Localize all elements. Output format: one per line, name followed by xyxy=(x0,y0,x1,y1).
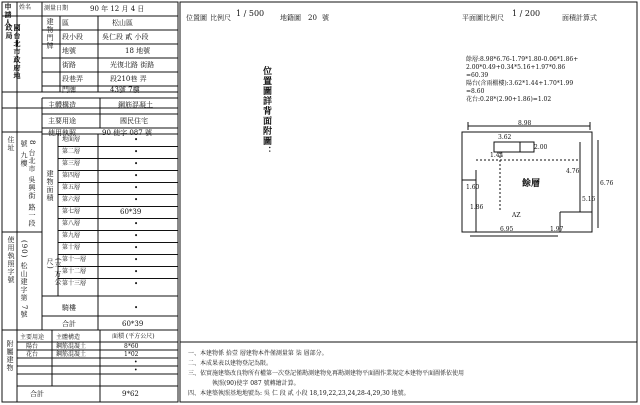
attach-area: 1*02 xyxy=(124,351,139,358)
attach-area: 8*60 xyxy=(124,343,139,350)
number-value: 43號 7樓 xyxy=(110,86,140,94)
main-structure-label: 主體構造 xyxy=(48,101,76,109)
floor-area: • xyxy=(134,136,139,144)
calc-line: 花台:0.28*(2.90+1.86)=1.02 xyxy=(466,96,552,103)
applicant-label: 申請人 xyxy=(4,3,13,27)
floor-area: • xyxy=(134,268,139,276)
note-line: 三、依實施建築改良物所有權第一次登記僅勘測建物免再勘測建物平面圖作業規定本建物平面圖係依使用 xyxy=(188,370,465,377)
floor-row-divider xyxy=(58,158,178,159)
floor-name: 第六層 xyxy=(62,196,81,203)
plan-dim-9: 1.97 xyxy=(550,226,564,233)
extra-floor-label: 騎樓 xyxy=(62,304,76,312)
cert-label: 使用執照字號 xyxy=(7,236,15,284)
section-value: 吳仁段 貳 小段 xyxy=(102,33,149,41)
floor-name: 第十層 xyxy=(62,244,81,251)
floor-area: • xyxy=(134,232,139,240)
floor-row-divider xyxy=(58,170,178,171)
floor-name: 地面層 xyxy=(62,136,81,143)
floor-area: • xyxy=(134,172,139,180)
landno-label: 地號 xyxy=(62,47,76,55)
address-value: 8 台北市 吳興街 路一段 號 九樓 xyxy=(20,140,36,228)
attach-area: • xyxy=(134,359,138,366)
district-value: 松山區 xyxy=(112,19,133,27)
main-use-label: 主要用途 xyxy=(48,117,76,125)
license-value: 90 使字 087 號 xyxy=(102,129,152,137)
attach-header-area: 面積 (平方公尺) xyxy=(112,333,155,340)
calc-line: =8.60 xyxy=(466,88,485,95)
address-label: 住址 xyxy=(7,136,15,152)
plan-dim-3: 2.00 xyxy=(534,144,548,151)
plan-dim-7: AZ xyxy=(512,212,521,219)
plan-dim-10: 1.86 xyxy=(470,204,484,211)
floor-area: • xyxy=(134,256,139,264)
location-note: 位置圖詳背面附圖： xyxy=(261,66,271,156)
note-line: 一、本建物係 拾壹 層建物本件僅測量第 柒 層部分。 xyxy=(188,350,328,357)
attach-header-use: 主要用途 xyxy=(20,334,45,341)
plan-dim-6: 4.76 xyxy=(566,168,580,175)
unit-label: (平方公尺) xyxy=(46,258,62,286)
attach-total-value: 9*62 xyxy=(122,390,139,398)
floor-area: • xyxy=(134,244,139,252)
floor-row-divider xyxy=(58,254,178,255)
plan-dim-2: 1.44 xyxy=(490,152,504,159)
attach-use: 陽台 xyxy=(26,343,39,350)
lane-value: 段210巷 弄 xyxy=(110,75,147,83)
floor-area: • xyxy=(134,280,139,288)
extra-floor-area: • xyxy=(134,304,139,312)
calc-line: 2.00*0.49+0.34*5.16+1.97*0.86 xyxy=(466,64,566,71)
floor-area: • xyxy=(134,220,139,228)
floor-name: 第十一層 xyxy=(62,256,87,263)
floorplan-scale-label: 平面圖比例尺 xyxy=(462,14,504,22)
section-label: 段小段 xyxy=(62,33,83,41)
number-label: 門牌 xyxy=(62,86,76,94)
total-value: 60*39 xyxy=(122,320,144,328)
map-label: 地籍圖 xyxy=(280,14,301,22)
floor-area: 60*39 xyxy=(120,208,142,216)
floor-name: 第十三層 xyxy=(62,280,87,287)
area-calc-label: 面積計算式 xyxy=(562,14,597,22)
attach-total-label: 合計 xyxy=(30,390,44,398)
plan-dim-1: 3.62 xyxy=(498,134,512,141)
attach-label: 附屬建物 xyxy=(6,340,14,372)
floor-name: 第三層 xyxy=(62,160,81,167)
map-no: 20 xyxy=(308,14,317,22)
floor-row-divider xyxy=(58,194,178,195)
plan-dim-11: 1.60 xyxy=(466,184,480,191)
scale-label: 比例尺 xyxy=(210,14,231,22)
building-area-label: 建物面積 xyxy=(46,170,54,202)
survey-date: 90 年 12 月 4 日 xyxy=(90,5,145,13)
attach-struct: 鋼筋混凝土 xyxy=(56,343,87,350)
plan-dim-5: 5.16 xyxy=(582,196,596,203)
floor-name: 第五層 xyxy=(62,184,81,191)
attach-struct: 鋼筋混凝土 xyxy=(56,351,87,358)
building-label: 建物門牌 xyxy=(46,18,54,50)
floor-name: 第七層 xyxy=(62,208,81,215)
attach-header-struct: 主體構造 xyxy=(56,334,81,341)
street-value: 光復北路 街路 xyxy=(110,61,155,69)
floor-row-divider xyxy=(58,206,178,207)
floor-row-divider xyxy=(58,146,178,147)
plan-title: 餘層 xyxy=(522,179,541,189)
main-use-value: 國民住宅 xyxy=(120,117,148,125)
landno-value: 18 地號 xyxy=(125,47,151,55)
floor-name: 第十二層 xyxy=(62,268,87,275)
lane-label: 段巷弄 xyxy=(62,75,83,83)
calc-line: 陽台(含雨棚樓):3.62*1.44+1.70*1.99 xyxy=(466,80,574,87)
attach-use: 花台 xyxy=(26,351,39,358)
calc-line: =60.39 xyxy=(466,72,489,79)
name-label: 姓名 xyxy=(19,4,32,11)
floor-area: • xyxy=(134,160,139,168)
floor-row-divider xyxy=(58,218,178,219)
floor-row-divider xyxy=(58,266,178,267)
floor-row-divider xyxy=(58,230,178,231)
site-plan-label: 位置圖 xyxy=(186,14,207,22)
calc-line: 餘層:8.98*6.76-1.79*1.80-0.06*1.86+ xyxy=(466,56,579,63)
street-label: 街路 xyxy=(62,61,76,69)
floor-name: 第二層 xyxy=(62,148,81,155)
main-structure-value: 鋼筋混凝土 xyxy=(118,101,153,109)
floor-name: 第九層 xyxy=(62,232,81,239)
floor-row-divider xyxy=(58,182,178,183)
floor-row-divider xyxy=(58,278,178,279)
plan-dim-4: 6.76 xyxy=(600,180,614,187)
floor-area: • xyxy=(134,196,139,204)
note-line: 四、本建築執照基地地號為: 吳 仁 段 貳 小段 18,19,22,23,24,28-4,29,30 地號。 xyxy=(188,390,410,397)
floor-row-divider xyxy=(58,242,178,243)
floor-area: • xyxy=(134,184,139,192)
total-label: 合計 xyxy=(62,320,76,328)
cert-value: (90) 松山建字第 7號 xyxy=(20,240,28,319)
scale-right: 1 / 200 xyxy=(512,9,541,18)
floor-name: 第八層 xyxy=(62,220,81,227)
attach-area: • xyxy=(134,367,138,374)
plan-dim-8: 6.95 xyxy=(500,226,514,233)
map-no-unit: 號 xyxy=(322,14,329,22)
district-label: 區 xyxy=(62,19,69,27)
scale-left: 1 / 500 xyxy=(236,9,265,18)
note-line: 二、本成果表以建物登記為限。 xyxy=(188,360,273,367)
floor-name: 第四層 xyxy=(62,172,81,179)
plan-dim-0: 8.98 xyxy=(518,120,532,127)
floor-area: • xyxy=(134,148,139,156)
org-name: 國台北市政府地政局 xyxy=(5,24,22,80)
survey-date-label: 測量日期 xyxy=(44,5,69,12)
license-label: 使用執照 xyxy=(48,129,76,137)
note-line: 執照(90)使字 087 號轉繪計算。 xyxy=(212,380,300,387)
